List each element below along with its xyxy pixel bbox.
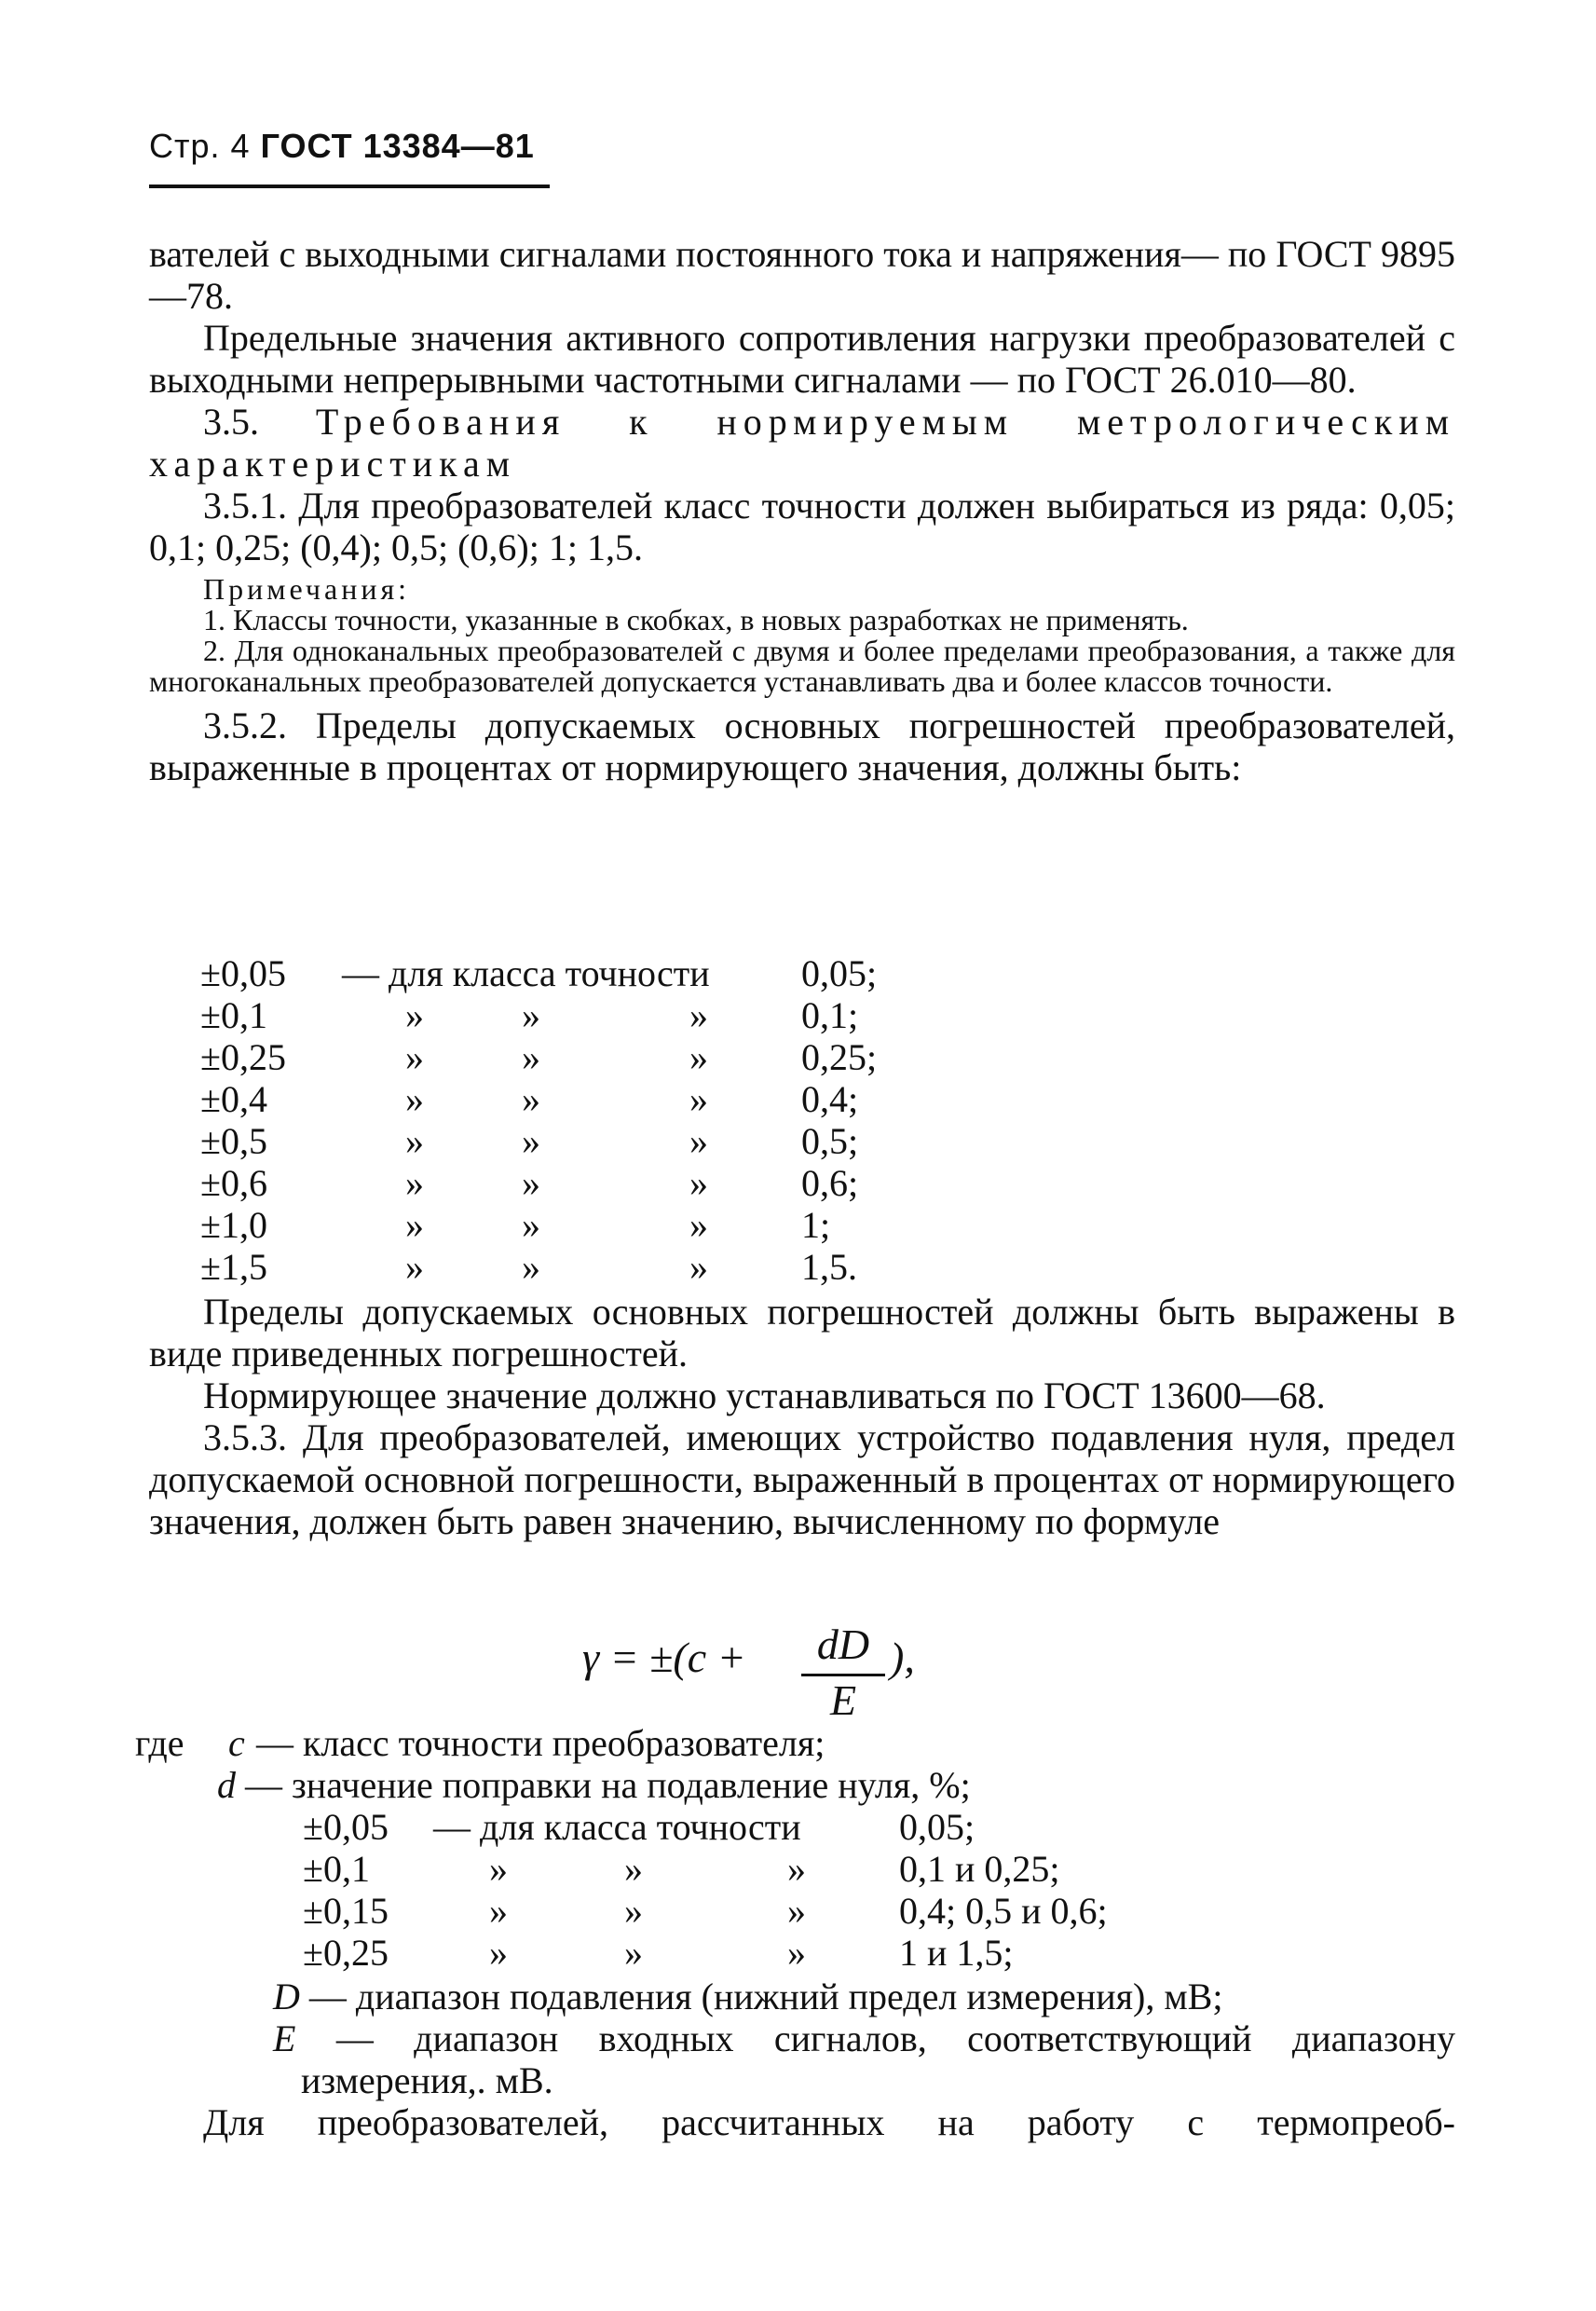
ditto-mark: »: [405, 1204, 424, 1246]
class-value: 1 и 1,5;: [899, 1932, 1014, 1974]
ditto-mark: »: [405, 1120, 424, 1162]
where-label: где: [135, 1722, 184, 1764]
ditto-mark: »: [787, 1890, 806, 1932]
class-value: 0,1;: [801, 994, 859, 1036]
symbol: c: [228, 1722, 245, 1764]
ditto-mark: »: [522, 1036, 540, 1078]
ditto-mark: »: [522, 1162, 540, 1204]
ditto-mark: »: [489, 1932, 508, 1974]
formula-denominator: E: [829, 1676, 857, 1724]
limit-value: ±0,5: [200, 1120, 267, 1162]
paragraph-load-resistance: Предельные значения активного сопротивления нагрузки преобразователей с выходными непрерывными частотными сигналами — по ГОСТ 26.010—80.: [149, 317, 1455, 401]
ditto-mark: »: [787, 1932, 806, 1974]
ditto-mark: »: [489, 1848, 508, 1890]
paragraph-3-5-1: 3.5.1. Для преобразователей класс точности должен выбираться из ряда: 0,05; 0,1; 0,25; (0,4); 0,5; (0,6); 1; 1,5.: [149, 485, 1455, 568]
definition-text: — значение поправки на подавление нуля, %;: [245, 1764, 971, 1806]
symbol: d: [217, 1764, 236, 1806]
paragraph-reduced-errors: Пределы допускаемых основных погрешностей должны быть выражены в виде приведенных погрешностей.: [149, 1291, 1455, 1374]
class-value: 1,5.: [801, 1246, 857, 1288]
definition-text: — диапазон подавления (нижний предел измерения), мВ;: [308, 1976, 1223, 2017]
ditto-mark: »: [689, 1036, 708, 1078]
limit-value: ±0,6: [200, 1162, 267, 1204]
class-value: 0,1 и 0,25;: [899, 1848, 1060, 1890]
limit-value: ±1,0: [200, 1204, 267, 1246]
ditto-mark: »: [405, 1078, 424, 1120]
ditto-mark: »: [787, 1848, 806, 1890]
ditto-mark: »: [689, 994, 708, 1036]
class-value: 1;: [801, 1204, 831, 1246]
definition-D: [191, 1976, 1455, 2017]
page-number: Стр. 4: [149, 127, 251, 165]
ditto-mark: »: [689, 1120, 708, 1162]
limit-value: ±0,05: [303, 1806, 389, 1848]
limit-value: ±0,25: [200, 1036, 286, 1078]
paragraph-continuation: вателей с выходными сигналами постоянного тока и напряжения— по ГОСТ 9895—78.: [149, 233, 1455, 317]
formula-left: γ = ±(c +: [582, 1634, 746, 1681]
paragraph-normalizing-value: Нормирующее значение должно устанавливаться по ГОСТ 13600—68.: [203, 1374, 1326, 1416]
limit-value: ±0,05: [200, 952, 286, 994]
ditto-mark: »: [689, 1204, 708, 1246]
limit-value: ±0,4: [200, 1078, 267, 1120]
class-value: 0,25;: [801, 1036, 878, 1078]
page-header: [149, 127, 535, 166]
class-value: 0,4;: [801, 1078, 859, 1120]
definition-text: — класс точности преобразователя;: [256, 1722, 825, 1764]
ditto-mark: »: [522, 1204, 540, 1246]
note-1: 1. Классы точности, указанные в скобках, в новых разработках не применять.: [203, 603, 1189, 636]
limit-value: ±0,15: [303, 1890, 389, 1932]
note-2: 2. Для одноканальных преобразователей с двумя и более пределами преобразования, а также для многоканальных преобразователей допускается устанавливать два и более классов точности.: [149, 634, 1455, 698]
limit-value: ±0,1: [303, 1848, 370, 1890]
ditto-mark: »: [624, 1848, 643, 1890]
ditto-mark: »: [405, 994, 424, 1036]
section-number: 3.5.: [203, 401, 259, 443]
ditto-mark: »: [405, 1162, 424, 1204]
standard-code: ГОСТ 13384—81: [260, 127, 535, 165]
ditto-mark: »: [689, 1078, 708, 1120]
formula-numerator: dD: [816, 1620, 870, 1668]
paragraph-3-5-2: 3.5.2. Пределы допускаемых основных погрешностей преобразователей, выраженные в процентах от нормирующего значения, должны быть:: [149, 704, 1455, 788]
definitions-continued: [135, 1976, 1455, 2101]
limit-value: ±0,1: [200, 994, 267, 1036]
ditto-mark: »: [405, 1036, 424, 1078]
ditto-mark: »: [522, 1246, 540, 1288]
limit-value: ±1,5: [200, 1246, 267, 1288]
class-value: 0,05;: [899, 1806, 975, 1848]
formula-right: ),: [890, 1634, 915, 1681]
ditto-mark: »: [624, 1890, 643, 1932]
definition-text: — диапазон входных сигналов, соответствующий диапазону измерения,. мВ.: [301, 2017, 1455, 2101]
class-value: 0,4; 0,5 и 0,6;: [899, 1890, 1108, 1932]
ditto-mark: »: [522, 1078, 540, 1120]
limit-value: ±0,25: [303, 1932, 389, 1974]
notes-title: Примечания:: [203, 572, 411, 606]
header-rule: [149, 185, 550, 188]
text-block-middle: [149, 1291, 1455, 1542]
ditto-mark: »: [405, 1246, 424, 1288]
ditto-mark: »: [489, 1890, 508, 1932]
ditto-mark: »: [522, 1120, 540, 1162]
definition-E: [191, 2017, 1455, 2101]
error-formula: [582, 1620, 915, 1724]
row-label: — для класса точности: [433, 1806, 801, 1848]
text-block-top: [149, 233, 1455, 788]
section-title: Требования к нормируемым метрологическим характеристикам: [149, 401, 1456, 485]
class-value: 0,05;: [801, 952, 878, 994]
ditto-mark: »: [522, 994, 540, 1036]
ditto-mark: »: [689, 1246, 708, 1288]
paragraph-3-5-3: 3.5.3. Для преобразователей, имеющих устройство подавления нуля, предел допускаемой основной погрешности, выраженный в процентах от нормирующего значения, должен быть равен значению, вычисленному по формуле: [149, 1416, 1455, 1542]
symbol: D: [273, 1976, 300, 2017]
text-block-bottom: [149, 2101, 1455, 2143]
ditto-mark: »: [689, 1162, 708, 1204]
class-value: 0,5;: [801, 1120, 859, 1162]
notes-block: [149, 574, 1455, 697]
row-label: — для класса точности: [342, 952, 710, 994]
ditto-mark: »: [624, 1932, 643, 1974]
paragraph-thermocouple: Для преобразователей, рассчитанных на работу с термопреоб-: [203, 2101, 1455, 2143]
symbol: E: [273, 2017, 296, 2059]
section-3-5-heading: [149, 401, 1455, 485]
class-value: 0,6;: [801, 1162, 859, 1204]
